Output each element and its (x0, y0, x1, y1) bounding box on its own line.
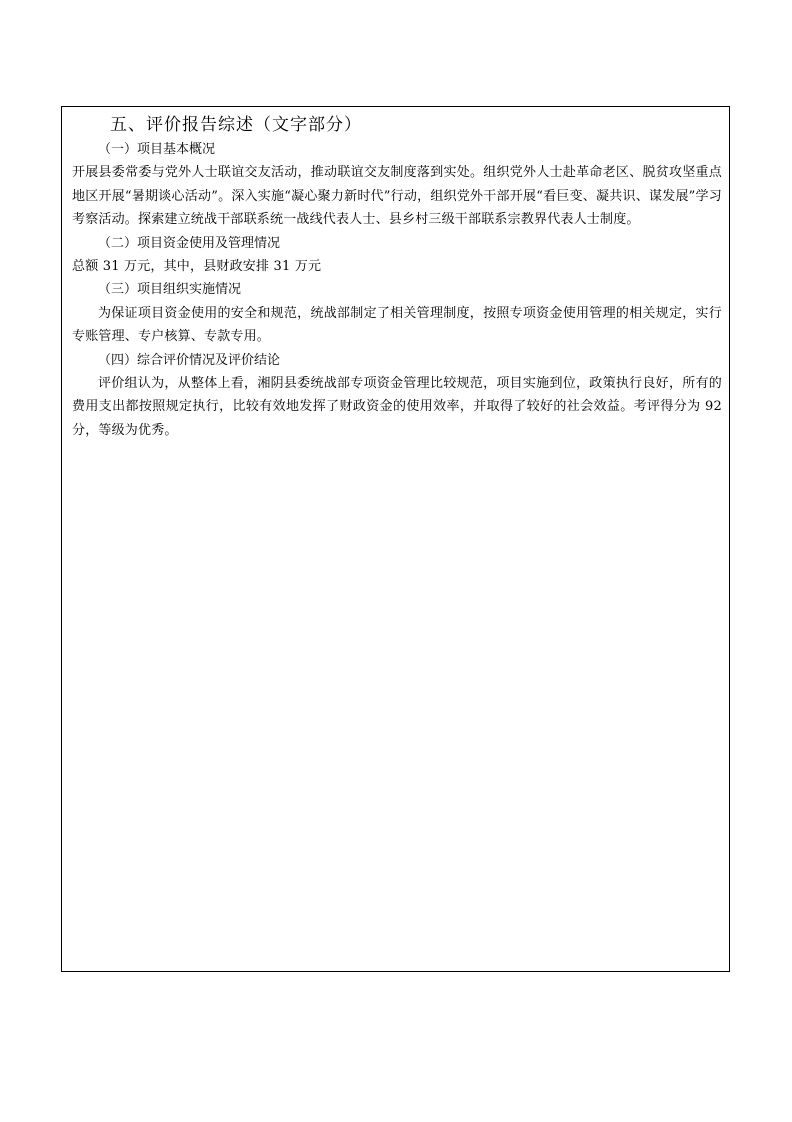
part-3-text: 为保证项目资金使用的安全和规范，统战部制定了相关管理制度，按照专项资金使用管理的相关规定，实行专账管理、专户核算、专款专用。 (72, 305, 722, 345)
part-1-title: （一）项目基本概况 (98, 142, 216, 157)
part-4-text: 评价组认为，从整体上看，湘阴县委统战部专项资金管理比较规范，项目实施到位，政策执行良好，所有的费用支出都按照规定执行，比较有效地发挥了财政资金的使用效率，并取得了较好的社会效益。考评得分为 92 分，等级为优秀。 (72, 376, 722, 438)
part-2-text: 总额 31 万元，其中，县财政安排 31 万元 (72, 259, 322, 275)
report-summary-content (72, 112, 722, 442)
report-summary-box (61, 106, 730, 972)
part-2-title: （二）项目资金使用及管理情况 (98, 235, 281, 251)
part-3-title: （三）项目组织实施情况 (98, 282, 242, 298)
part-1-text: 开展县委常委与党外人士联谊交友活动，推动联谊交友制度落到实处。组织党外人士赴革命老区、脱贫攻坚重点地区开展“暑期谈心活动”。深入实施“凝心聚力新时代”行动，组织党外干部开展“看巨变、凝共识、谋发展”学习考察活动。探索建立统战干部联系统一战线代表人士、县乡村三级干部联系宗教界代表人士制度。 (72, 165, 722, 228)
section-heading: 五、评价报告综述（文字部分） (110, 115, 362, 135)
part-4-title: （四）综合评价情况及评价结论 (98, 352, 281, 368)
